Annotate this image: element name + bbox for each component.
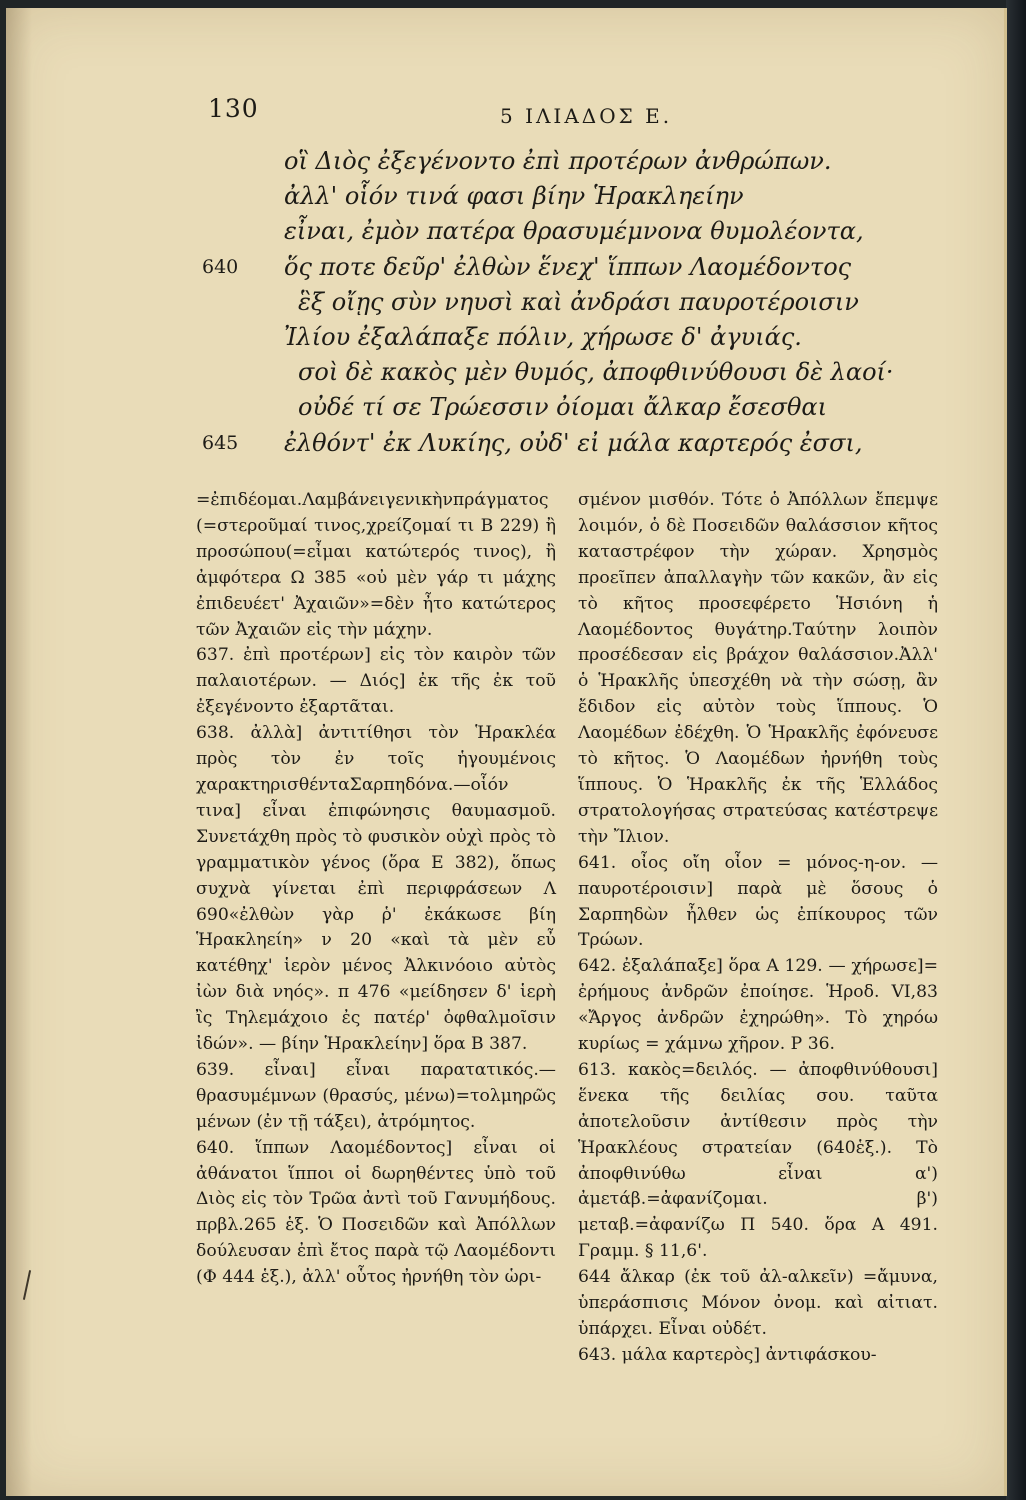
verse-text: οὐδέ τί σε Τρώεσσιν ὀίομαι ἄλκαρ ἔσεσθαι [298,393,828,422]
line-number: 645 [202,431,239,454]
verse-text: Ἰλίου ἐξαλάπαξε πόλιν, χήρωσε δ' ἀγυιάς. [284,323,802,352]
verse-line [202,320,842,355]
verse-line [202,179,842,214]
line-number: 640 [202,255,239,278]
verse-text: ὅς ποτε δεῦρ' ἐλθὼν ἕνεχ' ἵππων Λαομέδοντος [284,252,852,281]
scan-background-edge [1006,0,1026,1500]
verse-line [202,426,863,461]
commentary-paragraph: 643. μάλα καρτερὸς] ἀντιφάσκου- [578,1344,877,1365]
running-head: 5 ΙΛΙΑΔΟΣ Ε. [500,104,673,128]
commentary-paragraph: =ἐπιδέομαι.Λαμβάνειγενικὴνπράγματος (=στεροῦμαί τινος,χρείζομαί τι Β 229) ἢ προσώπου(=εἶμαι κατώτερός τινος), ἢ ἀμφότερα Ω 385 «οὐ μὲν γάρ τι μάχης ἐπιδευέετ' Ἀχαιῶν»=δὲν ἦτο κατώτερος τῶν Ἀχαιῶν εἰς τὴν μάχην. [196,490,556,640]
verse-text: σοὶ δὲ κακὸς μὲν θυμός, ἀποφθινύθουσι δὲ λαοί· [298,358,894,387]
commentary-paragraph: 644 ἄλκαρ (ἐκ τοῦ ἀλ-αλκεῖν) =ἄμυνα, ὑπεράσπισις Μόνον ὀνομ. καὶ αἰτιατ. ὑπάρχει. Εἶναι οὐδέτ. [578,1267,938,1339]
book-page [6,8,1007,1496]
verse-text: εἶναι, ἐμὸν πατέρα θρασυμέμνονα θυμολέοντα, [284,217,864,246]
commentary-paragraph: 642. ἐξαλάπαξε] ὅρα Α 129. — χήρωσε]= ἐρήμους ἀνδρῶν ἐποίησε. Ἡροδ. VI,83 «Ἄργος ἀνδρῶν ἐχηρώθη». Τὸ χηρόω κυρίως = χάμνω χῆρον. Ρ 36. [578,956,938,1055]
verse-line [202,214,864,249]
verse-text: ἓξ οἴῃς σὺν νηυσὶ καὶ ἀνδράσι παυροτέροισιν [298,287,859,316]
page-number: 130 [208,94,259,123]
verse-line [202,285,859,320]
verse-text: ἐλθόντ' ἐκ Λυκίης, οὐδ' εἰ μάλα καρτερός ἐσσι, [284,428,863,457]
verse-line [202,390,842,425]
commentary-right-column [578,488,938,1369]
verse-line [202,144,842,179]
commentary-paragraph: 638. ἀλλὰ] ἀντιτίθησι τὸν Ἡρακλέα πρὸς τὸν ἐν τοῖς ἡγουμένοις χαρακτηρισθένταΣαρπηδόνα.—οἷόν τινα] εἶναι ἐπιφώνησις θαυμασμοῦ. Συνετάχθη πρὸς τὸ φυσικὸν οὐχὶ πρὸς τὸ γραμματικὸν γένος (ὅρα Ε 382), ὅπως συχνὰ γίνεται ἐπὶ περιφράσεων Λ 690«ἐλθὼν γὰρ ῥ' ἐκάκωσε βίη Ἡρακληείη» ν 20 «καὶ τὰ μὲν εὖ κατέθηχ' ἱερὸν μένος Ἀλκινόοιο αὐτὸς ἰὼν διὰ νηός». π 476 «μείδησεν δ' ἱερὴ ἲς Τηλεμάχοιο ἐς πατέρ' ὀφθαλμοῖσιν ἰδών». — βίην Ἡρακλείην] ὅρα Β 387. [196,723,556,1055]
commentary-paragraph: 641. οἶος οἴη οἶον = μόνος-η-ον. —παυροτέροισιν] παρὰ μὲ ὅσους ὁ Σαρπηδὼν ἦλθεν ὡς ἐπίκουρος τῶν Τρώων. [578,852,938,951]
verse-line [202,355,894,390]
commentary-paragraph: 639. εἶναι] εἶναι παρατατικός.— θρασυμέμνων (θρασύς, μένω)=τολμηρῶς μένων (ἐν τῇ τάξει), ἀτρόμητος. [196,1059,556,1132]
commentary-left-column [196,488,556,1291]
verse-block [202,144,894,461]
commentary-paragraph: σμένον μισθόν. Τότε ὁ Ἀπόλλων ἔπεμψε λοιμόν, ὁ δὲ Ποσειδῶν θαλάσσιον κῆτος καταστρέφον τὴν χώραν. Χρησμὸς προεῖπεν ἀπαλλαγὴν τῶν κακῶν, ἂν εἰς τὸ κῆτος προσεφέρετο Ἡσιόνη ἡ Λαομέδοντος θυγάτηρ.Ταύτην λοιπὸν προσέδεσαν εἰς βράχον θαλάσσιον.Ἀλλ' ὁ Ἡρακλῆς ὑπεσχέθη νὰ τὴν σώσῃ, ἂν ἔδιδον εἰς αὐτὸν τοὺς ἵππους. Ὁ Λαομέδων ἐδέχθη. Ὁ Ἡρακλῆς ἐφόνευσε τὸ κῆτος. Ὁ Λαομέδων ἠρνήθη τοὺς ἵππους. Ὁ Ἡρακλῆς ἐκ τῆς Ἑλλάδος στρατολογήσας στρατεύσας κατέστρεψε τὴν Ἴλιον. [578,490,938,847]
verse-line [202,250,852,285]
commentary-paragraph: 637. ἐπὶ προτέρων] εἰς τὸν καιρὸν τῶν παλαιοτέρων. — Διός] ἐκ τῆς ἐκ τοῦ ἐξεγένοντο ἐξαρτᾶται. [196,645,556,718]
verse-text: οἳ Διὸς ἐξεγένοντο ἐπὶ προτέρων ἀνθρώπων. [284,147,832,175]
verse-text: ἀλλ' οἷόν τινά φασι βίην Ἡρακληείην [284,182,744,211]
commentary-paragraph: 640. ἵππων Λαομέδοντος] εἶναι οἱ ἀθάνατοι ἵπποι οἱ δωρηθέντες ὑπὸ τοῦ Διὸς εἰς τὸν Τρῶα ἀντὶ τοῦ Γανυμήδους. πρβλ.265 ἑξ. Ὁ Ποσειδῶν καὶ Ἀπόλλων δούλευσαν ἐπὶ ἔτος παρὰ τῷ Λαομέδοντι (Φ 444 ἑξ.), ἀλλ' οὗτος ἠρνήθη τὸν ὡρι- [196,1137,556,1288]
commentary-paragraph: 613. κακὸς=δειλός. — ἀποφθινύθουσι] ἕνεκα τῆς δειλίας σου. ταῦτα ἀποτελοῦσιν ἀντίθεσιν πρὸς τὴν Ἡρακλέους στρατείαν (640ἑξ.). Τὸ ἀποφθινύθω εἶναι α') ἀμετάβ.=ἀφανίζομαι. β') μεταβ.=ἀφανίζω Π 540. ὅρα Α 491. Γραμμ. § 11,6'. [578,1059,938,1262]
